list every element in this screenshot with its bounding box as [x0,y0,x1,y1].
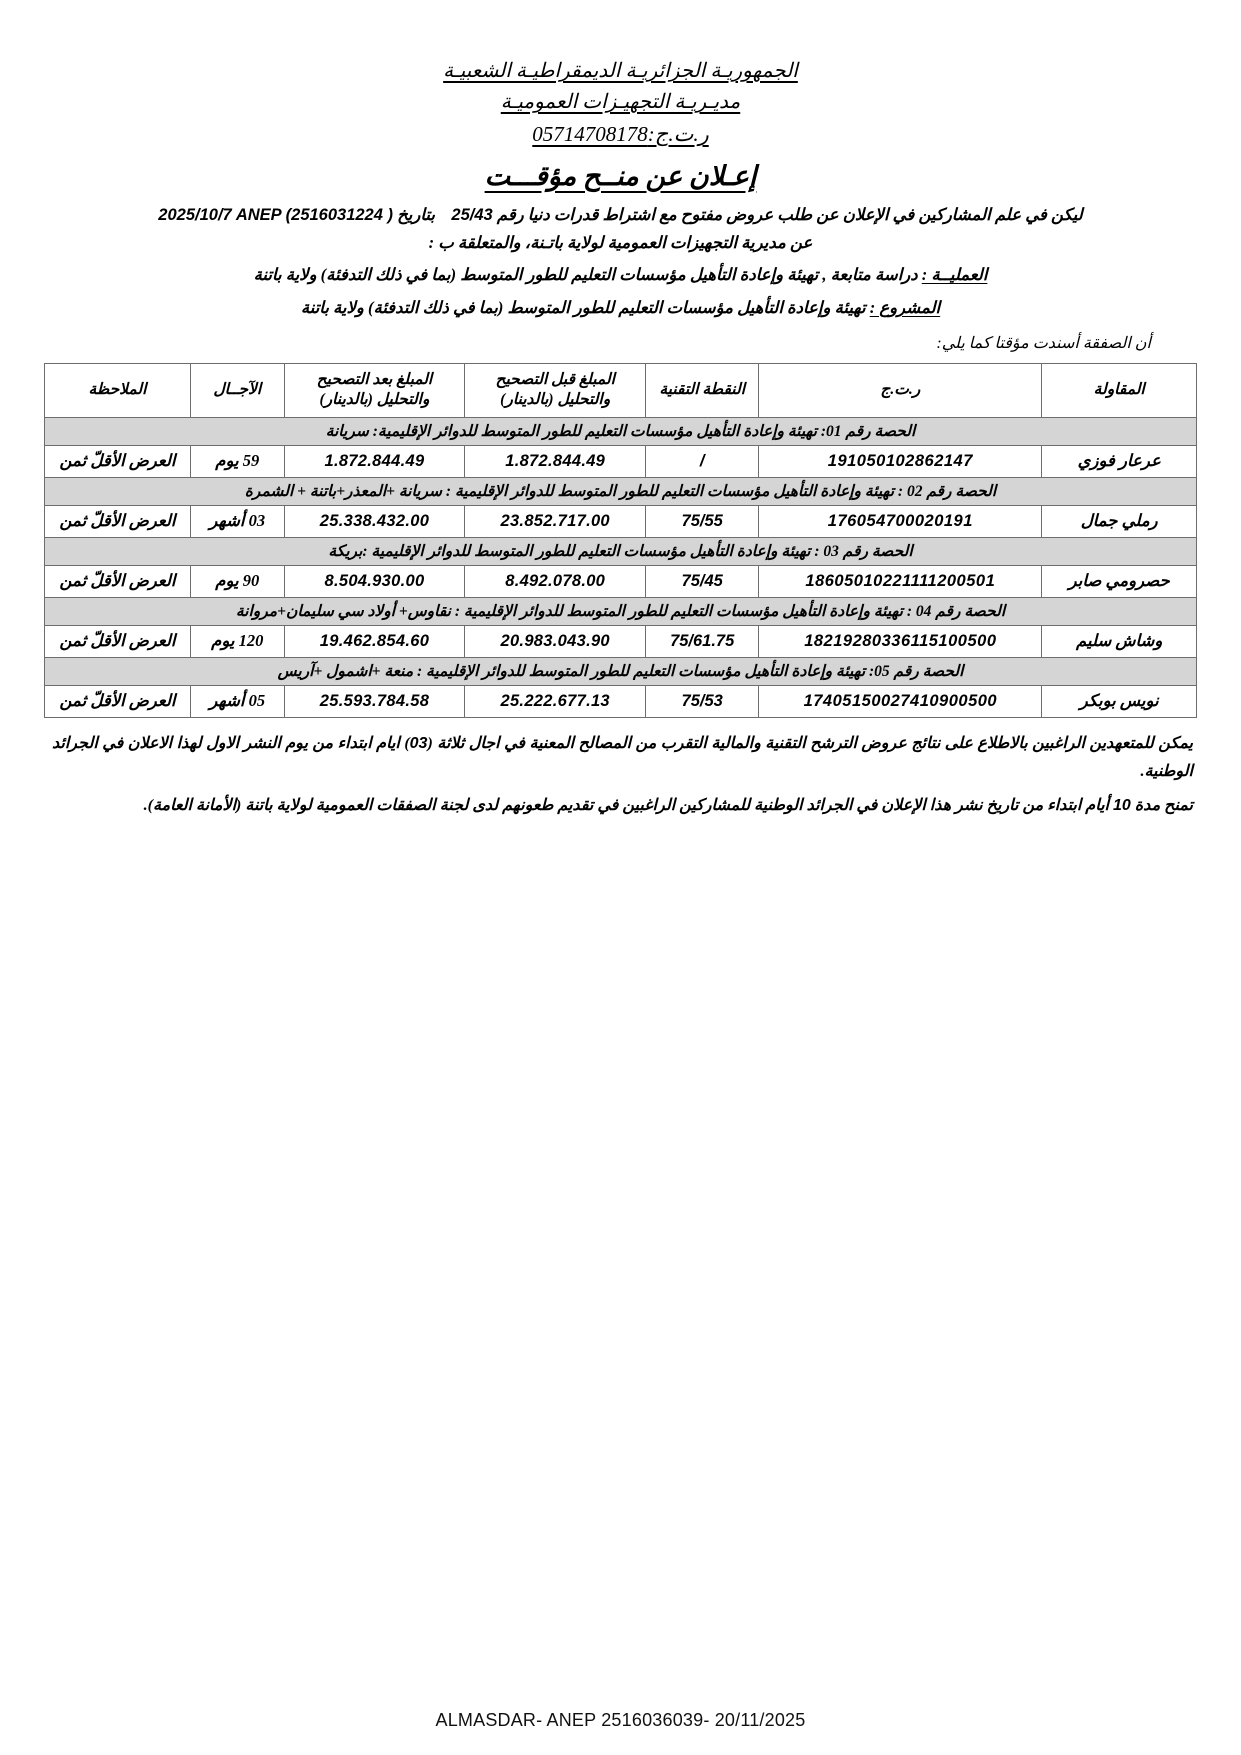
cell-delay: 90 يوم [190,565,284,597]
masthead-line-directorate: مديـريـة التجهيـزات العموميـة [500,91,741,113]
intro-project-line [46,294,1195,322]
header-delay: الآجــال [190,363,284,417]
cell-remark: العرض الأقلّ ثمن [45,565,191,597]
cell-amount-after: 8.504.930.00 [284,565,465,597]
cell-technical-score: / [646,445,759,477]
cell-technical-score: 75/61.75 [646,625,759,657]
cell-rtj: 18605010221111200501 [759,565,1042,597]
cell-delay: 120 يوم [190,625,284,657]
masthead [0,0,1241,151]
lot-header-row [45,657,1197,685]
header-rtj: ر.ت.ج [759,363,1042,417]
intro-operation-line [46,261,1195,289]
note2-text-part1: تمنح مدة [1134,796,1193,814]
table-body [45,417,1197,717]
header-amount-after: المبلغ بعد التصحيح والتحليل (بالدينار) [284,363,465,417]
intro-date-label: بتاريخ [397,204,435,224]
tender-date: 2025/10/7 [158,205,232,224]
lot-header-row [45,537,1197,565]
table-row [45,685,1197,717]
cell-rtj: 17405150027410900500 [759,685,1042,717]
intro-block [0,201,1241,358]
table-row [45,505,1197,537]
masthead-line-country: الجمهوريـة الجزائريـة الديمقراطيـة الشعبيـة [443,60,798,82]
header-amount-before: المبلغ قبل التصحيح والتحليل (بالدينار) [465,363,646,417]
project-label: المشروع : [869,297,941,317]
results-table [44,363,1197,718]
intro-tender-line [46,201,1195,229]
operation-value: دراسة متابعة , تهيئة وإعادة التأهيل مؤسسات التعليم للطور المتوسط (بما في ذلك التدفئة) ولاية باتنة [253,265,918,285]
note1-text-part1: يمكن للمتعهدين الراغبين بالاطلاع على نتائج عروض الترشح التقنية والمالية التقرب من المصالح المعنية في اجال ثلاثة ( [427,734,1193,752]
tender-number: 25/43 [451,205,493,224]
cell-remark: العرض الأقلّ ثمن [45,685,191,717]
lot-header-row [45,597,1197,625]
cell-technical-score: 75/55 [646,505,759,537]
cell-amount-before: 25.222.677.13 [465,685,646,717]
cell-delay: 59 يوم [190,445,284,477]
cell-contractor: وشاش سليم [1042,625,1197,657]
cell-amount-after: 19.462.854.60 [284,625,465,657]
cell-contractor: رملي جمال [1042,505,1197,537]
cell-amount-after: 1.872.844.49 [284,445,465,477]
results-table-container [0,363,1241,718]
footer-notes [0,730,1241,820]
table-row [45,445,1197,477]
page-title: إعـلان عن منــح مؤقـــت [484,160,757,191]
project-value: تهيئة وإعادة التأهيل مؤسسات التعليم للطور المتوسط (بما في ذلك التدفئة) ولاية باتنة [300,297,866,317]
note2-days-number: 10 [1112,796,1131,814]
cell-contractor: عرعار فوزي [1042,445,1197,477]
table-row [45,625,1197,657]
lot-header-label: الحصة رقم 04 : تهيئة وإعادة التأهيل مؤسسات التعليم للطور المتوسط للدوائر الإقليمية : نقاوس+ أولاد سي سليمان+مروانة [45,597,1197,625]
lot-header-row [45,477,1197,505]
awarded-statement: أن الصفقة أسندت مؤقتا كما يلي: [936,335,1151,353]
cell-contractor: نويس بوبكر [1042,685,1197,717]
lot-header-label: الحصة رقم 03 : تهيئة وإعادة التأهيل مؤسسات التعليم للطور المتوسط للدوائر الإقليمية :بريكة [45,537,1197,565]
page-footer: ALMASDAR- ANEP 2516036039- 20/11/2025 [435,1710,806,1730]
cell-amount-after: 25.338.432.00 [284,505,465,537]
header-remark: الملاحظة [45,363,191,417]
cell-amount-after: 25.593.784.58 [284,685,465,717]
cell-rtj: 176054700020191 [759,505,1042,537]
table-row [45,565,1197,597]
note1-text-part2: ) ايام ابتداء من يوم النشر الاول لهذا الاعلان في الجرائد الوطنية. [52,734,1193,780]
intro-tender-text: ليكن في علم المشاركين في الإعلان عن طلب عروض مفتوح مع اشتراط قدرات دنيا رقم [496,204,1083,224]
table-head [45,363,1197,417]
lot-header-label: الحصة رقم 01: تهيئة وإعادة التأهيل مؤسسات التعليم للطور المتوسط للدوائر الإقليمية: سريانة [45,417,1197,445]
intro-authority-line: عن مديرية التجهيزات العمومية لولاية باتـنة، والمتعلقة ب : [428,232,813,252]
masthead-line-rtj: ر.ت.ج:05714708178 [532,122,709,146]
anep-reference: ANEP (2516031224 ) [235,205,393,224]
cell-delay: 03 أشهر [190,505,284,537]
cell-technical-score: 75/53 [646,685,759,717]
header-contractor: المقاولة [1042,363,1197,417]
cell-remark: العرض الأقلّ ثمن [45,445,191,477]
cell-amount-before: 8.492.078.00 [465,565,646,597]
cell-contractor: حصرومي صابر [1042,565,1197,597]
note2-text-part2: أيام ابتداء من تاريخ نشر هذا الإعلان في الجرائد الوطنية للمشاركين الراغبين في تقديم طعونهم لدى لجنة الصفقات العمومية لولاية باتنة (الأمانة العامة). [143,796,1109,814]
note1-days-number: 03 [409,734,428,752]
cell-amount-before: 20.983.043.90 [465,625,646,657]
cell-rtj: 191050102862147 [759,445,1042,477]
table-header-row [45,363,1197,417]
lot-header-label: الحصة رقم 05: تهيئة وإعادة التأهيل مؤسسات التعليم للطور المتوسط للدوائر الإقليمية : منعة +اشمول +آريس [45,657,1197,685]
cell-technical-score: 75/45 [646,565,759,597]
cell-amount-before: 1.872.844.49 [465,445,646,477]
note-appeal-results [52,730,1193,786]
cell-rtj: 18219280336115100500 [759,625,1042,657]
lot-header-label: الحصة رقم 02 : تهيئة وإعادة التأهيل مؤسسات التعليم للطور المتوسط للدوائر الإقليمية : سريانة +المعذر+باتنة + الشمرة [45,477,1197,505]
cell-delay: 05 أشهر [190,685,284,717]
header-technical-score: النقطة التقنية [646,363,759,417]
operation-label: العمليــة : [921,265,988,285]
cell-amount-before: 23.852.717.00 [465,505,646,537]
note-appeal-period [52,792,1193,820]
cell-remark: العرض الأقلّ ثمن [45,625,191,657]
lot-header-row [45,417,1197,445]
cell-remark: العرض الأقلّ ثمن [45,505,191,537]
